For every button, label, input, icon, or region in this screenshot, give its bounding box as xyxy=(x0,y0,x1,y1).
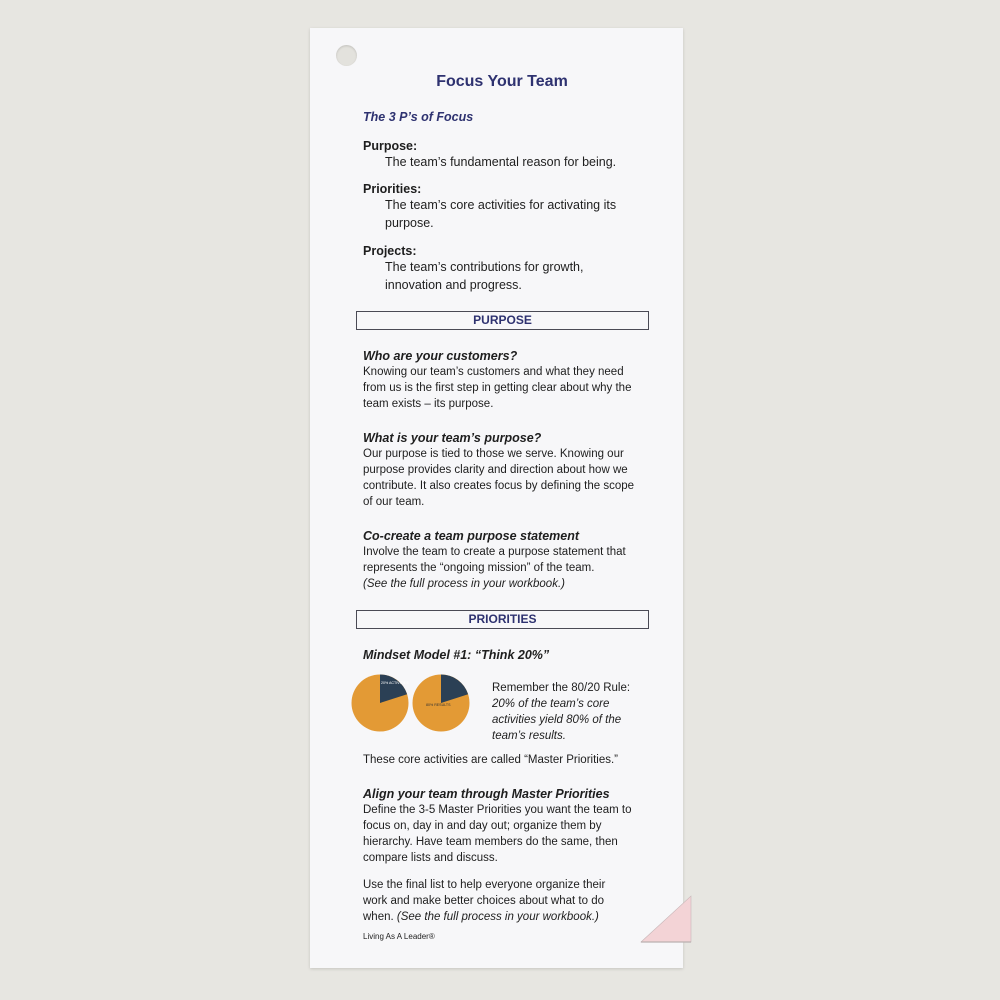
block-heading: Who are your customers? xyxy=(363,349,518,363)
rule-italic: 20% of the team’s core activities yield 80% of the team’s results. xyxy=(492,698,622,742)
block-customers xyxy=(363,348,643,412)
block-purpose-statement xyxy=(363,528,643,592)
block-heading: Co-create a team purpose statement xyxy=(363,529,580,543)
pie-results xyxy=(413,675,470,732)
brand-footer: Living As A Leader® xyxy=(363,932,435,941)
peel-shape xyxy=(641,896,691,942)
block-body xyxy=(363,877,625,925)
rule-text xyxy=(492,680,642,744)
block-align xyxy=(363,786,643,866)
block-body-text: Involve the team to create a purpose statement that represents the “ongoing mission” of the team. xyxy=(363,546,626,574)
definition-desc: The team’s fundamental reason for being. xyxy=(385,155,617,169)
card-title: Focus Your Team xyxy=(436,73,568,90)
reference-card xyxy=(310,28,683,968)
block-body: Our purpose is tied to those we serve. Knowing our purpose provides clarity and direction about how we contribute. It also creates focus by defining the scope of our team. xyxy=(363,448,635,508)
definition-priorities xyxy=(363,181,653,232)
block-body: Knowing our team’s customers and what they need from us is the first step in getting clear about why the team exists – its purpose. xyxy=(363,366,632,410)
definition-projects xyxy=(363,243,653,294)
definition-purpose xyxy=(363,138,653,172)
block-body: Define the 3-5 Master Priorities you want the team to focus on, day in and day out; organize them by hierarchy. Have team members do the same, then compare lists and discuss. xyxy=(363,804,632,864)
corner-peel-sticker xyxy=(639,894,697,948)
card-subtitle: The 3 P’s of Focus xyxy=(363,110,474,124)
section-header-priorities: PRIORITIES xyxy=(356,610,649,629)
block-note: (See the full process in your workbook.) xyxy=(396,911,599,923)
pie-charts xyxy=(351,673,471,733)
block-body-text: Use the final list to help everyone organize their work and make better choices about what to do when. xyxy=(363,879,606,923)
punch-hole xyxy=(336,45,357,66)
pie-activities-label: 20% ACTIVITIES xyxy=(381,681,409,685)
definition-term: Priorities: xyxy=(363,182,422,196)
block-final-list xyxy=(363,877,625,925)
section-header-purpose: PURPOSE xyxy=(356,311,649,330)
definition-term: Projects: xyxy=(363,244,417,258)
core-activities-line: These core activities are called “Master Priorities.” xyxy=(363,754,618,766)
block-note: (See the full process in your workbook.) xyxy=(363,578,565,590)
pie-activities xyxy=(352,675,410,732)
pie-results-label: 80% RESULTS xyxy=(426,703,451,707)
definition-term: Purpose: xyxy=(363,139,418,153)
rule-intro: Remember the 80/20 Rule: xyxy=(492,682,631,694)
definition-desc: The team’s contributions for growth, innovation and progress. xyxy=(385,260,584,292)
mindset-heading: Mindset Model #1: “Think 20%” xyxy=(363,648,550,662)
block-team-purpose xyxy=(363,430,643,510)
definition-desc: The team’s core activities for activating its purpose. xyxy=(385,198,617,230)
block-heading: What is your team’s purpose? xyxy=(363,431,542,445)
block-body xyxy=(363,544,643,592)
block-heading: Align your team through Master Priorities xyxy=(363,787,610,801)
